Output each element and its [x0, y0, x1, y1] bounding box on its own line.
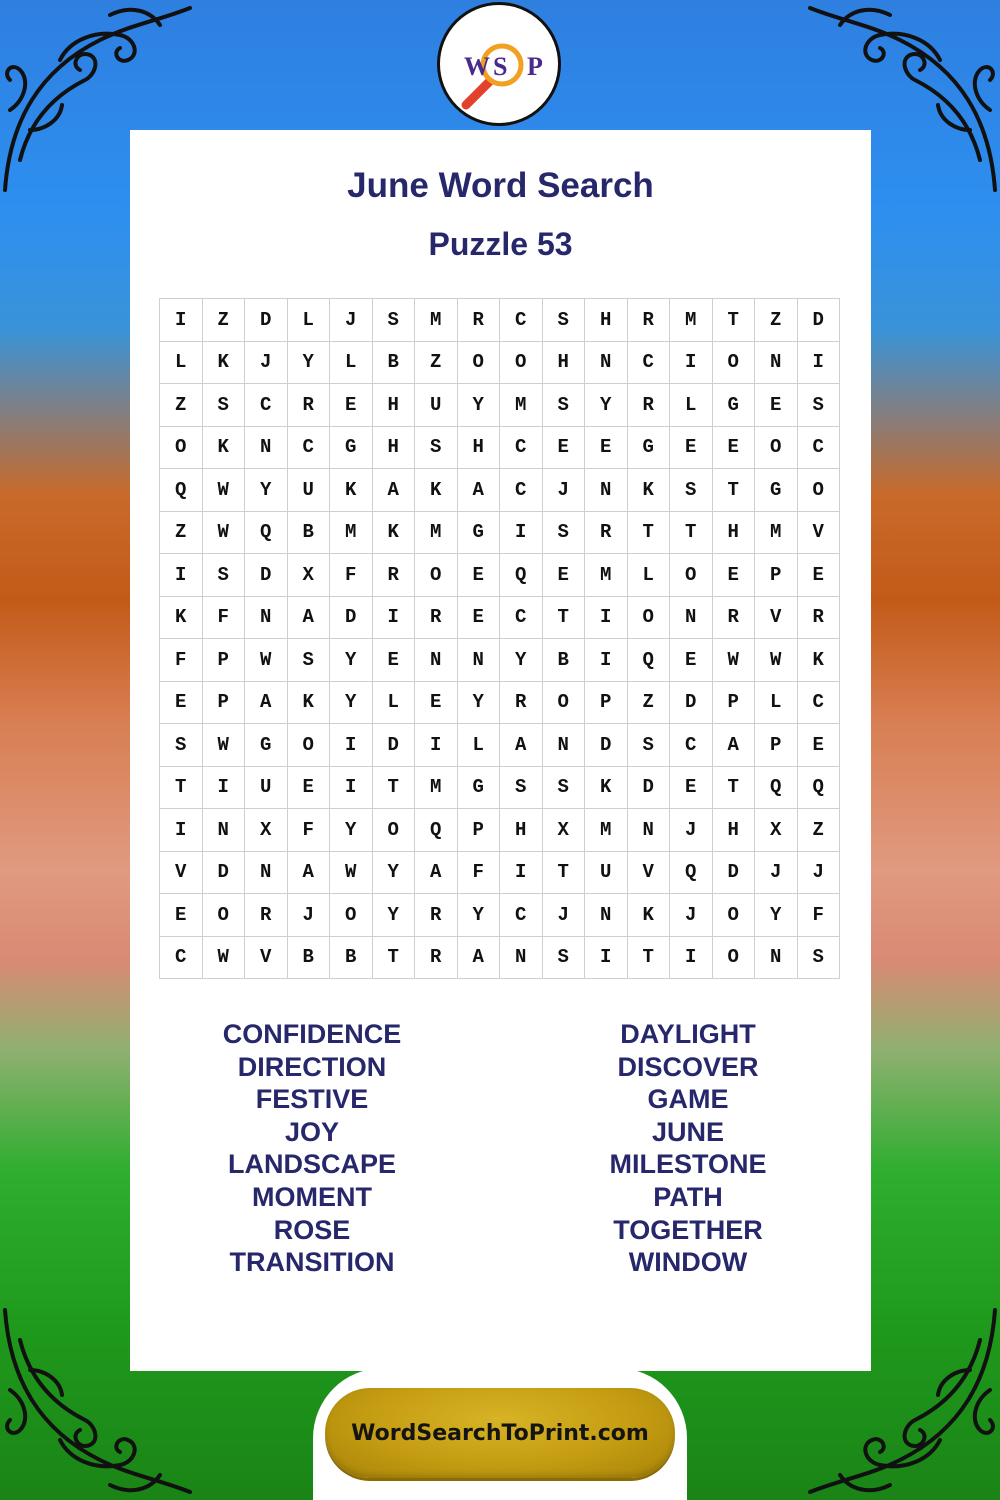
grid-cell[interactable]: L — [755, 682, 798, 725]
letter-grid — [159, 298, 840, 979]
grid-cell[interactable]: Y — [373, 894, 416, 937]
grid-cell[interactable]: O — [628, 597, 671, 640]
grid-cell[interactable]: D — [245, 299, 288, 342]
grid-cell[interactable]: X — [288, 554, 331, 597]
word-list-item: MOMENT — [252, 1181, 372, 1212]
grid-cell[interactable]: R — [415, 937, 458, 980]
grid-cell[interactable]: F — [458, 852, 501, 895]
grid-cell[interactable]: I — [330, 767, 373, 810]
grid-cell[interactable]: E — [288, 767, 331, 810]
grid-cell[interactable]: O — [798, 469, 841, 512]
grid-cell[interactable]: S — [543, 767, 586, 810]
grid-cell[interactable]: D — [330, 597, 373, 640]
puzzle-number: Puzzle 53 — [428, 226, 573, 262]
grid-cell[interactable]: O — [543, 682, 586, 725]
word-list-item: PATH — [653, 1181, 723, 1212]
grid-cell[interactable]: S — [203, 384, 246, 427]
grid-cell[interactable]: W — [203, 724, 246, 767]
word-list-item: TRANSITION — [229, 1247, 395, 1278]
grid-cell[interactable]: T — [628, 512, 671, 555]
grid-cell[interactable]: E — [373, 639, 416, 682]
grid-cell[interactable]: R — [585, 512, 628, 555]
grid-cell[interactable]: R — [373, 554, 416, 597]
grid-cell[interactable]: W — [330, 852, 373, 895]
logo-letter: S — [493, 52, 508, 81]
grid-cell[interactable]: K — [160, 597, 203, 640]
grid-cell[interactable]: Q — [798, 767, 841, 810]
grid-cell[interactable]: O — [713, 342, 756, 385]
word-list-item: ROSE — [273, 1214, 351, 1245]
grid-cell[interactable]: K — [628, 469, 671, 512]
grid-cell[interactable]: N — [245, 427, 288, 470]
grid-cell[interactable]: N — [755, 342, 798, 385]
grid-cell[interactable]: B — [330, 937, 373, 980]
grid-cell[interactable]: N — [245, 852, 288, 895]
grid-cell[interactable]: Q — [160, 469, 203, 512]
grid-cell[interactable]: R — [500, 682, 543, 725]
word-list-item: TOGETHER — [613, 1214, 763, 1245]
grid-cell[interactable]: Y — [500, 639, 543, 682]
grid-cell[interactable]: S — [543, 512, 586, 555]
word-list-item: DAYLIGHT — [620, 1019, 756, 1049]
grid-cell[interactable]: K — [373, 512, 416, 555]
grid-cell[interactable]: C — [670, 724, 713, 767]
grid-cell[interactable]: G — [713, 384, 756, 427]
grid-cell[interactable]: S — [203, 554, 246, 597]
grid-cell[interactable]: H — [373, 384, 416, 427]
grid-cell[interactable]: I — [203, 767, 246, 810]
grid-cell[interactable]: L — [160, 342, 203, 385]
grid-cell[interactable]: P — [755, 724, 798, 767]
grid-cell[interactable]: N — [628, 809, 671, 852]
grid-cell[interactable]: N — [585, 894, 628, 937]
grid-cell[interactable]: L — [330, 342, 373, 385]
grid-cell[interactable]: M — [415, 512, 458, 555]
grid-cell[interactable]: Q — [755, 767, 798, 810]
grid-cell[interactable]: I — [160, 809, 203, 852]
grid-cell[interactable]: S — [373, 299, 416, 342]
grid-cell[interactable]: R — [245, 894, 288, 937]
grid-cell[interactable]: G — [755, 469, 798, 512]
word-list-item: WINDOW — [628, 1247, 748, 1278]
grid-cell[interactable]: E — [458, 597, 501, 640]
grid-cell[interactable]: F — [160, 639, 203, 682]
grid-cell[interactable]: J — [288, 894, 331, 937]
grid-cell[interactable]: X — [245, 809, 288, 852]
grid-cell[interactable]: G — [458, 512, 501, 555]
grid-cell[interactable]: X — [755, 809, 798, 852]
grid-cell[interactable]: Q — [500, 554, 543, 597]
grid-cell[interactable]: K — [585, 767, 628, 810]
grid-cell[interactable]: E — [755, 384, 798, 427]
grid-cell[interactable]: M — [500, 384, 543, 427]
grid-cell[interactable]: C — [500, 894, 543, 937]
grid-cell[interactable]: O — [458, 342, 501, 385]
grid-cell[interactable]: A — [373, 469, 416, 512]
grid-cell[interactable]: P — [755, 554, 798, 597]
grid-cell[interactable]: C — [288, 427, 331, 470]
grid-cell[interactable]: Y — [755, 894, 798, 937]
grid-cell[interactable]: C — [798, 682, 841, 725]
grid-cell[interactable]: S — [543, 937, 586, 980]
grid-cell[interactable]: T — [373, 767, 416, 810]
grid-cell[interactable]: J — [543, 894, 586, 937]
grid-cell[interactable]: Z — [160, 384, 203, 427]
grid-cell[interactable]: P — [585, 682, 628, 725]
logo-letter: W — [464, 52, 490, 81]
grid-cell[interactable]: H — [713, 512, 756, 555]
grid-cell[interactable]: A — [415, 852, 458, 895]
word-list-item: JOY — [284, 1116, 340, 1147]
grid-cell[interactable]: H — [585, 299, 628, 342]
grid-cell[interactable]: N — [755, 937, 798, 980]
grid-cell[interactable]: S — [798, 384, 841, 427]
grid-cell[interactable]: O — [670, 554, 713, 597]
grid-cell[interactable]: T — [713, 469, 756, 512]
grid-cell[interactable]: M — [415, 299, 458, 342]
grid-cell[interactable]: R — [798, 597, 841, 640]
grid-cell[interactable]: C — [500, 597, 543, 640]
grid-cell[interactable]: M — [585, 554, 628, 597]
word-list-right — [538, 1018, 838, 1279]
grid-cell[interactable]: B — [288, 512, 331, 555]
grid-cell[interactable]: I — [330, 724, 373, 767]
grid-cell[interactable]: A — [458, 937, 501, 980]
grid-cell[interactable]: C — [160, 937, 203, 980]
grid-cell[interactable]: H — [458, 427, 501, 470]
grid-cell[interactable]: T — [543, 597, 586, 640]
grid-cell[interactable]: P — [713, 682, 756, 725]
word-list-item: CONFIDENCE — [222, 1019, 402, 1049]
grid-cell[interactable]: E — [160, 682, 203, 725]
grid-cell[interactable]: C — [500, 427, 543, 470]
grid-cell[interactable]: I — [670, 342, 713, 385]
grid-cell[interactable]: O — [713, 894, 756, 937]
grid-cell[interactable]: A — [458, 469, 501, 512]
grid-cell[interactable]: Z — [755, 299, 798, 342]
grid-cell[interactable]: R — [288, 384, 331, 427]
grid-cell[interactable]: Y — [458, 894, 501, 937]
grid-cell[interactable]: A — [245, 682, 288, 725]
grid-cell[interactable]: E — [543, 554, 586, 597]
grid-cell[interactable]: M — [585, 809, 628, 852]
grid-cell[interactable]: Y — [373, 852, 416, 895]
grid-cell[interactable]: D — [373, 724, 416, 767]
word-list-item: LANDSCAPE — [227, 1149, 396, 1180]
grid-cell[interactable]: Z — [160, 512, 203, 555]
grid-cell[interactable]: A — [500, 724, 543, 767]
grid-cell[interactable]: B — [288, 937, 331, 980]
grid-cell[interactable]: O — [373, 809, 416, 852]
grid-cell[interactable]: K — [330, 469, 373, 512]
grid-cell[interactable]: A — [713, 724, 756, 767]
grid-cell[interactable]: N — [670, 597, 713, 640]
grid-cell[interactable]: R — [458, 299, 501, 342]
grid-cell[interactable]: Q — [628, 639, 671, 682]
grid-cell[interactable]: F — [330, 554, 373, 597]
grid-cell[interactable]: F — [203, 597, 246, 640]
grid-cell[interactable]: C — [500, 299, 543, 342]
grid-cell[interactable]: Y — [458, 384, 501, 427]
grid-cell[interactable]: S — [415, 427, 458, 470]
grid-cell[interactable]: P — [458, 809, 501, 852]
grid-cell[interactable]: I — [500, 512, 543, 555]
grid-cell[interactable]: S — [543, 384, 586, 427]
grid-cell[interactable]: Y — [458, 682, 501, 725]
grid-cell[interactable]: M — [670, 299, 713, 342]
grid-cell[interactable]: O — [288, 724, 331, 767]
grid-cell[interactable]: W — [245, 639, 288, 682]
grid-cell[interactable]: L — [628, 554, 671, 597]
grid-cell[interactable]: G — [330, 427, 373, 470]
grid-cell[interactable]: O — [500, 342, 543, 385]
grid-cell[interactable]: J — [755, 852, 798, 895]
grid-cell[interactable]: L — [288, 299, 331, 342]
grid-cell[interactable]: N — [585, 342, 628, 385]
grid-cell[interactable]: S — [288, 639, 331, 682]
grid-cell[interactable]: Z — [798, 809, 841, 852]
word-list-item: MILESTONE — [609, 1149, 767, 1180]
grid-cell[interactable]: T — [670, 512, 713, 555]
word-list-item: JUNE — [651, 1116, 725, 1147]
grid-cell[interactable]: Z — [628, 682, 671, 725]
grid-cell[interactable]: H — [373, 427, 416, 470]
grid-cell[interactable]: F — [798, 894, 841, 937]
grid-cell[interactable]: E — [670, 427, 713, 470]
grid-cell[interactable]: Y — [288, 342, 331, 385]
grid-cell[interactable]: X — [543, 809, 586, 852]
grid-cell[interactable]: Y — [585, 384, 628, 427]
grid-cell[interactable]: J — [798, 852, 841, 895]
grid-cell[interactable]: S — [670, 469, 713, 512]
grid-cell[interactable]: E — [670, 639, 713, 682]
grid-cell[interactable]: M — [755, 512, 798, 555]
grid-cell[interactable]: V — [160, 852, 203, 895]
grid-cell[interactable]: I — [585, 597, 628, 640]
grid-cell[interactable]: S — [160, 724, 203, 767]
grid-cell[interactable]: G — [628, 427, 671, 470]
word-list-item: FESTIVE — [255, 1084, 369, 1115]
grid-cell[interactable]: I — [798, 342, 841, 385]
grid-cell[interactable]: Q — [245, 512, 288, 555]
grid-cell[interactable]: J — [543, 469, 586, 512]
grid-cell[interactable]: I — [500, 852, 543, 895]
grid-cell[interactable]: E — [160, 894, 203, 937]
word-list-item: GAME — [647, 1084, 729, 1115]
grid-cell[interactable]: C — [628, 342, 671, 385]
grid-cell[interactable]: E — [415, 682, 458, 725]
grid-cell[interactable]: C — [798, 427, 841, 470]
grid-cell[interactable]: B — [373, 342, 416, 385]
grid-cell[interactable]: E — [543, 427, 586, 470]
grid-cell[interactable]: O — [203, 894, 246, 937]
word-list-left — [162, 1018, 462, 1279]
grid-cell[interactable]: E — [798, 554, 841, 597]
grid-cell[interactable]: E — [713, 427, 756, 470]
grid-cell[interactable]: L — [373, 682, 416, 725]
grid-cell[interactable]: O — [160, 427, 203, 470]
grid-cell[interactable]: N — [458, 639, 501, 682]
grid-cell[interactable]: V — [628, 852, 671, 895]
grid-cell[interactable]: D — [585, 724, 628, 767]
grid-cell[interactable]: C — [500, 469, 543, 512]
grid-cell[interactable]: L — [458, 724, 501, 767]
grid-cell[interactable]: T — [713, 767, 756, 810]
grid-cell[interactable]: D — [245, 554, 288, 597]
logo-letter: P — [527, 52, 543, 81]
grid-cell[interactable]: W — [203, 469, 246, 512]
grid-cell[interactable]: R — [415, 597, 458, 640]
grid-cell[interactable]: S — [543, 299, 586, 342]
grid-cell[interactable]: Y — [330, 809, 373, 852]
grid-cell[interactable]: N — [203, 809, 246, 852]
grid-cell[interactable]: T — [543, 852, 586, 895]
grid-cell[interactable]: I — [670, 937, 713, 980]
site-logo[interactable] — [437, 2, 561, 126]
grid-cell[interactable]: I — [160, 299, 203, 342]
grid-cell[interactable]: V — [798, 512, 841, 555]
grid-cell[interactable]: U — [245, 767, 288, 810]
grid-cell[interactable]: E — [798, 724, 841, 767]
word-list-item: DIRECTION — [237, 1051, 387, 1082]
grid-cell[interactable]: Z — [203, 299, 246, 342]
grid-cell[interactable]: I — [585, 639, 628, 682]
grid-cell[interactable]: N — [585, 469, 628, 512]
grid-cell[interactable]: H — [543, 342, 586, 385]
grid-cell[interactable]: R — [713, 597, 756, 640]
grid-cell[interactable]: N — [415, 639, 458, 682]
grid-cell[interactable]: I — [373, 597, 416, 640]
grid-cell[interactable]: Y — [330, 682, 373, 725]
grid-cell[interactable]: R — [628, 384, 671, 427]
grid-cell[interactable]: A — [288, 597, 331, 640]
grid-cell[interactable]: W — [203, 937, 246, 980]
grid-cell[interactable]: U — [585, 852, 628, 895]
grid-cell[interactable]: K — [203, 427, 246, 470]
grid-cell[interactable]: I — [585, 937, 628, 980]
grid-cell[interactable]: R — [628, 299, 671, 342]
grid-cell[interactable]: Q — [670, 852, 713, 895]
grid-cell[interactable]: O — [415, 554, 458, 597]
grid-cell[interactable]: J — [245, 342, 288, 385]
grid-cell[interactable]: S — [500, 767, 543, 810]
grid-cell[interactable]: K — [203, 342, 246, 385]
grid-cell[interactable]: D — [798, 299, 841, 342]
page-title: June Word Search — [347, 166, 654, 205]
grid-cell[interactable]: N — [500, 937, 543, 980]
grid-cell[interactable]: D — [713, 852, 756, 895]
grid-cell[interactable]: P — [203, 682, 246, 725]
grid-cell[interactable]: L — [670, 384, 713, 427]
puzzle-card — [130, 130, 871, 1371]
grid-cell[interactable]: T — [373, 937, 416, 980]
grid-cell[interactable]: J — [670, 894, 713, 937]
grid-cell[interactable]: K — [798, 639, 841, 682]
grid-cell[interactable]: I — [415, 724, 458, 767]
grid-cell[interactable]: H — [500, 809, 543, 852]
grid-cell[interactable]: H — [713, 809, 756, 852]
grid-cell[interactable]: R — [415, 894, 458, 937]
grid-cell[interactable]: E — [713, 554, 756, 597]
grid-cell[interactable]: I — [160, 554, 203, 597]
grid-cell[interactable]: O — [755, 427, 798, 470]
grid-cell[interactable]: O — [330, 894, 373, 937]
grid-cell[interactable]: B — [543, 639, 586, 682]
magnifying-glass-icon — [440, 5, 558, 123]
grid-cell[interactable]: A — [288, 852, 331, 895]
grid-cell[interactable]: S — [628, 724, 671, 767]
grid-cell[interactable]: Q — [415, 809, 458, 852]
website-button[interactable]: WordSearchToPrint.com — [325, 1388, 675, 1478]
grid-cell[interactable]: N — [543, 724, 586, 767]
grid-cell[interactable]: E — [458, 554, 501, 597]
grid-cell[interactable]: C — [245, 384, 288, 427]
grid-cell[interactable]: M — [415, 767, 458, 810]
grid-cell[interactable]: E — [585, 427, 628, 470]
grid-cell[interactable]: T — [628, 937, 671, 980]
grid-cell[interactable]: N — [245, 597, 288, 640]
grid-cell[interactable]: V — [245, 937, 288, 980]
grid-cell[interactable]: K — [288, 682, 331, 725]
grid-cell[interactable]: D — [670, 682, 713, 725]
grid-cell[interactable]: T — [160, 767, 203, 810]
grid-cell[interactable]: U — [288, 469, 331, 512]
grid-cell[interactable]: G — [245, 724, 288, 767]
grid-cell[interactable]: P — [203, 639, 246, 682]
grid-cell[interactable]: F — [288, 809, 331, 852]
grid-cell[interactable]: E — [330, 384, 373, 427]
grid-cell[interactable]: O — [713, 937, 756, 980]
grid-cell[interactable]: Y — [330, 639, 373, 682]
grid-cell[interactable]: G — [458, 767, 501, 810]
grid-cell[interactable]: U — [415, 384, 458, 427]
grid-cell[interactable]: W — [203, 512, 246, 555]
grid-cell[interactable]: K — [628, 894, 671, 937]
grid-cell[interactable]: J — [330, 299, 373, 342]
grid-cell[interactable]: S — [798, 937, 841, 980]
grid-cell[interactable]: E — [670, 767, 713, 810]
grid-cell[interactable]: Y — [245, 469, 288, 512]
grid-cell[interactable]: Z — [415, 342, 458, 385]
grid-cell[interactable]: D — [203, 852, 246, 895]
grid-cell[interactable]: V — [755, 597, 798, 640]
grid-cell[interactable]: J — [670, 809, 713, 852]
grid-cell[interactable]: D — [628, 767, 671, 810]
grid-cell[interactable]: W — [713, 639, 756, 682]
grid-cell[interactable]: K — [415, 469, 458, 512]
word-list-item: DISCOVER — [617, 1051, 759, 1082]
grid-cell[interactable]: M — [330, 512, 373, 555]
grid-cell[interactable]: W — [755, 639, 798, 682]
grid-cell[interactable]: T — [713, 299, 756, 342]
